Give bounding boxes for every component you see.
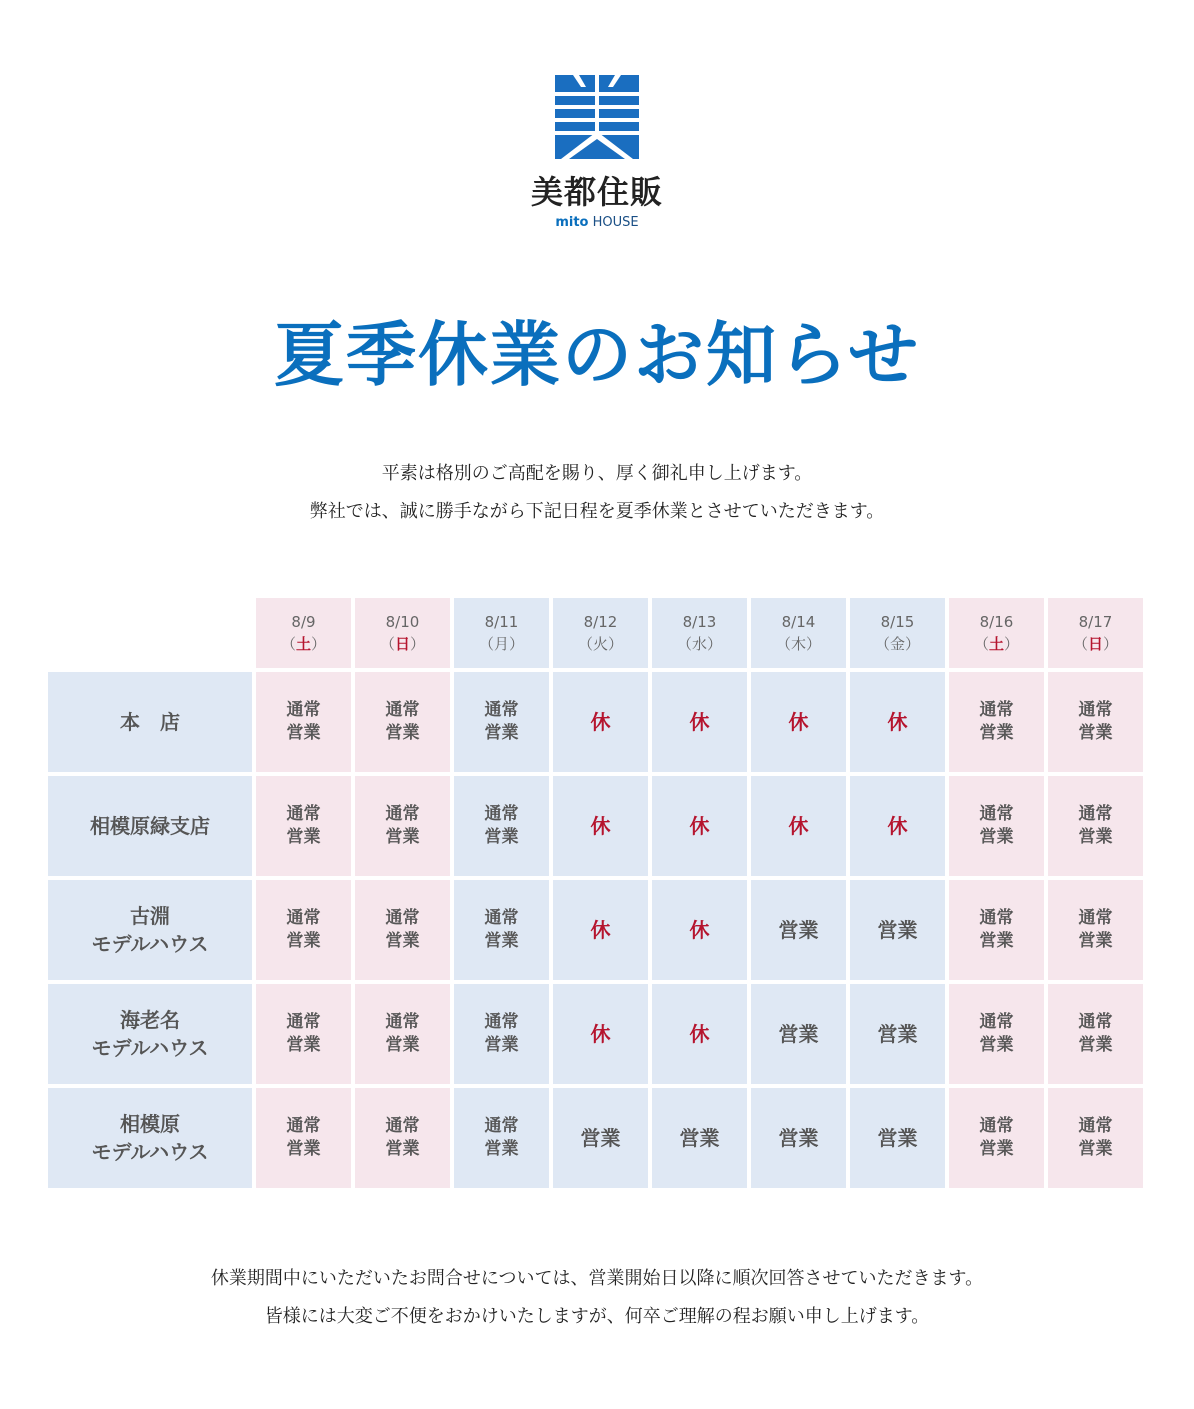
status-closed: 休	[689, 813, 710, 838]
weekday-paren-close: ）	[410, 635, 426, 653]
schedule-cell	[949, 672, 1044, 772]
weekday-name: 土	[988, 635, 1004, 653]
status-normal: 通常 営業	[979, 1116, 1014, 1159]
weekday-paren-close: ）	[311, 635, 327, 653]
weekday-paren-open: （	[676, 635, 692, 653]
status-normal: 通常 営業	[484, 700, 519, 743]
date-header-content	[677, 611, 722, 655]
date-header-content	[380, 611, 425, 655]
status-normal: 通常 営業	[385, 804, 420, 847]
date-header-content	[974, 611, 1019, 655]
weekday-name: 金	[889, 635, 905, 653]
schedule-cell	[1048, 984, 1143, 1084]
date-header-cell	[553, 598, 648, 668]
status-open: 営業	[778, 1021, 819, 1046]
date-label: 8/14	[781, 613, 816, 631]
date-header-content	[1073, 611, 1118, 655]
schedule-cell	[652, 672, 747, 772]
weekday-label	[1073, 633, 1118, 655]
closing-line: 休業期間中にいただいたお問合せについては、営業開始日以降に順次回答させていただきます。	[210, 1268, 984, 1289]
weekday-label	[875, 633, 920, 655]
schedule-row	[48, 1088, 1144, 1188]
store-name: 本 店	[48, 672, 252, 772]
date-label: 8/15	[880, 613, 915, 631]
weekday-paren-open: （	[973, 635, 989, 653]
date-header-cell	[949, 598, 1044, 668]
weekday-paren-open: （	[379, 635, 395, 653]
status-normal: 通常 営業	[286, 804, 321, 847]
status-normal: 通常 営業	[286, 700, 321, 743]
date-label: 8/13	[682, 613, 717, 631]
status-normal: 通常 営業	[1078, 1012, 1113, 1055]
schedule-cell	[355, 880, 450, 980]
status-normal: 通常 営業	[1078, 804, 1113, 847]
status-open: 営業	[679, 1125, 720, 1150]
weekday-label	[479, 633, 524, 655]
schedule-cell	[355, 1088, 450, 1188]
status-normal: 通常 営業	[1078, 700, 1113, 743]
schedule-cell	[850, 1088, 945, 1188]
page-title: 夏季休業のお知らせ	[274, 314, 920, 396]
date-header-content	[578, 611, 623, 655]
schedule-cell	[850, 672, 945, 772]
schedule-cell	[256, 1088, 351, 1188]
status-closed: 休	[689, 1021, 710, 1046]
schedule-cell	[1048, 880, 1143, 980]
status-open: 営業	[778, 917, 819, 942]
status-normal: 通常 営業	[484, 908, 519, 951]
schedule-header-row	[48, 598, 1144, 668]
weekday-paren-close: ）	[1004, 635, 1020, 653]
weekday-name: 土	[295, 635, 311, 653]
status-normal: 通常 営業	[484, 1012, 519, 1055]
company-subname	[0, 215, 1194, 231]
date-header-content	[281, 611, 326, 655]
status-closed: 休	[887, 709, 908, 734]
holiday-schedule-table	[48, 598, 1144, 1192]
status-closed: 休	[590, 917, 611, 942]
schedule-cell	[850, 880, 945, 980]
schedule-cell	[553, 984, 648, 1084]
schedule-cell	[454, 672, 549, 772]
status-open: 営業	[877, 917, 918, 942]
status-normal: 通常 営業	[484, 1116, 519, 1159]
weekday-paren-open: （	[775, 635, 791, 653]
schedule-cell	[553, 776, 648, 876]
store-name: 古淵 モデルハウス	[48, 880, 252, 980]
weekday-label	[677, 633, 722, 655]
date-header-cell	[355, 598, 450, 668]
weekday-name: 日	[394, 635, 410, 653]
status-open: 営業	[580, 1125, 621, 1150]
store-name: 相模原 モデルハウス	[48, 1088, 252, 1188]
closing-text	[0, 1260, 1194, 1336]
status-normal: 通常 営業	[1078, 1116, 1113, 1159]
schedule-cell	[850, 984, 945, 1084]
date-header-cell	[454, 598, 549, 668]
schedule-cell	[553, 672, 648, 772]
weekday-name: 木	[790, 635, 806, 653]
schedule-cell	[454, 984, 549, 1084]
date-header-cell	[652, 598, 747, 668]
date-header-content	[875, 611, 920, 655]
status-normal: 通常 営業	[979, 700, 1014, 743]
schedule-corner	[48, 598, 252, 668]
weekday-paren-open: （	[1072, 635, 1088, 653]
schedule-cell	[256, 880, 351, 980]
status-normal: 通常 営業	[286, 1116, 321, 1159]
weekday-paren-open: （	[577, 635, 593, 653]
status-normal: 通常 営業	[286, 908, 321, 951]
date-header-content	[776, 611, 821, 655]
schedule-cell	[1048, 1088, 1143, 1188]
date-label: 8/10	[385, 613, 420, 631]
schedule-cell	[751, 880, 846, 980]
weekday-name: 月	[493, 635, 509, 653]
company-logo	[0, 75, 1194, 231]
status-normal: 通常 営業	[979, 908, 1014, 951]
status-closed: 休	[590, 1021, 611, 1046]
status-normal: 通常 営業	[1078, 908, 1113, 951]
schedule-cell	[454, 776, 549, 876]
weekday-label	[974, 633, 1019, 655]
schedule-cell	[652, 776, 747, 876]
company-subname-bold: mito	[555, 215, 589, 230]
status-normal: 通常 営業	[385, 1012, 420, 1055]
schedule-cell	[751, 1088, 846, 1188]
schedule-cell	[256, 672, 351, 772]
status-closed: 休	[689, 917, 710, 942]
schedule-cell	[256, 984, 351, 1084]
status-closed: 休	[590, 709, 611, 734]
weekday-paren-close: ）	[707, 635, 723, 653]
status-closed: 休	[788, 709, 809, 734]
intro-text	[0, 455, 1194, 531]
schedule-cell	[454, 880, 549, 980]
company-name: 美都住販	[530, 173, 663, 211]
weekday-name: 火	[592, 635, 608, 653]
schedule-cell	[652, 880, 747, 980]
schedule-cell	[454, 1088, 549, 1188]
status-closed: 休	[788, 813, 809, 838]
schedule-cell	[751, 776, 846, 876]
status-closed: 休	[887, 813, 908, 838]
schedule-row	[48, 880, 1144, 980]
schedule-cell	[355, 672, 450, 772]
store-name: 相模原緑支店	[48, 776, 252, 876]
weekday-name: 日	[1087, 635, 1103, 653]
schedule-cell	[751, 984, 846, 1084]
date-label: 8/11	[484, 613, 519, 631]
weekday-label	[578, 633, 623, 655]
date-header-cell	[850, 598, 945, 668]
status-normal: 通常 営業	[385, 908, 420, 951]
schedule-cell	[949, 984, 1044, 1084]
weekday-paren-close: ）	[509, 635, 525, 653]
date-header-content	[479, 611, 524, 655]
schedule-cell	[256, 776, 351, 876]
store-name: 海老名 モデルハウス	[48, 984, 252, 1084]
closing-line: 皆様には大変ご不便をおかけいたしますが、何卒ご理解の程お願い申し上げます。	[264, 1306, 930, 1327]
weekday-paren-close: ）	[806, 635, 822, 653]
date-header-cell	[1048, 598, 1143, 668]
weekday-paren-open: （	[280, 635, 296, 653]
date-header-cell	[751, 598, 846, 668]
schedule-cell	[949, 776, 1044, 876]
schedule-cell	[355, 776, 450, 876]
schedule-cell	[1048, 776, 1143, 876]
schedule-cell	[1048, 672, 1143, 772]
schedule-cell	[949, 880, 1044, 980]
status-normal: 通常 営業	[484, 804, 519, 847]
weekday-label	[776, 633, 821, 655]
schedule-cell	[355, 984, 450, 1084]
weekday-paren-close: ）	[1103, 635, 1119, 653]
status-normal: 通常 営業	[385, 1116, 420, 1159]
weekday-paren-close: ）	[905, 635, 921, 653]
weekday-paren-close: ）	[608, 635, 624, 653]
status-normal: 通常 営業	[979, 1012, 1014, 1055]
schedule-row	[48, 672, 1144, 772]
mito-logo-icon	[555, 75, 639, 159]
status-open: 営業	[877, 1125, 918, 1150]
schedule-cell	[751, 672, 846, 772]
schedule-cell	[553, 880, 648, 980]
status-open: 営業	[778, 1125, 819, 1150]
status-closed: 休	[590, 813, 611, 838]
schedule-cell	[553, 1088, 648, 1188]
intro-line: 弊社では、誠に勝手ながら下記日程を夏季休業とさせていただきます。	[309, 501, 885, 522]
status-normal: 通常 営業	[286, 1012, 321, 1055]
date-header-cell	[256, 598, 351, 668]
weekday-paren-open: （	[478, 635, 494, 653]
schedule-cell	[949, 1088, 1044, 1188]
schedule-cell	[652, 984, 747, 1084]
schedule-row	[48, 776, 1144, 876]
status-open: 営業	[877, 1021, 918, 1046]
intro-line: 平素は格別のご高配を賜り、厚く御礼申し上げます。	[381, 463, 813, 484]
weekday-label	[380, 633, 425, 655]
status-normal: 通常 営業	[979, 804, 1014, 847]
date-label: 8/12	[583, 613, 618, 631]
date-label: 8/17	[1078, 613, 1113, 631]
company-subname-regular: HOUSE	[592, 215, 639, 230]
date-label: 8/9	[291, 613, 316, 631]
schedule-cell	[850, 776, 945, 876]
weekday-paren-open: （	[874, 635, 890, 653]
schedule-row	[48, 984, 1144, 1084]
weekday-label	[281, 633, 326, 655]
status-closed: 休	[689, 709, 710, 734]
date-label: 8/16	[979, 613, 1014, 631]
status-normal: 通常 営業	[385, 700, 420, 743]
weekday-name: 水	[691, 635, 707, 653]
schedule-cell	[652, 1088, 747, 1188]
